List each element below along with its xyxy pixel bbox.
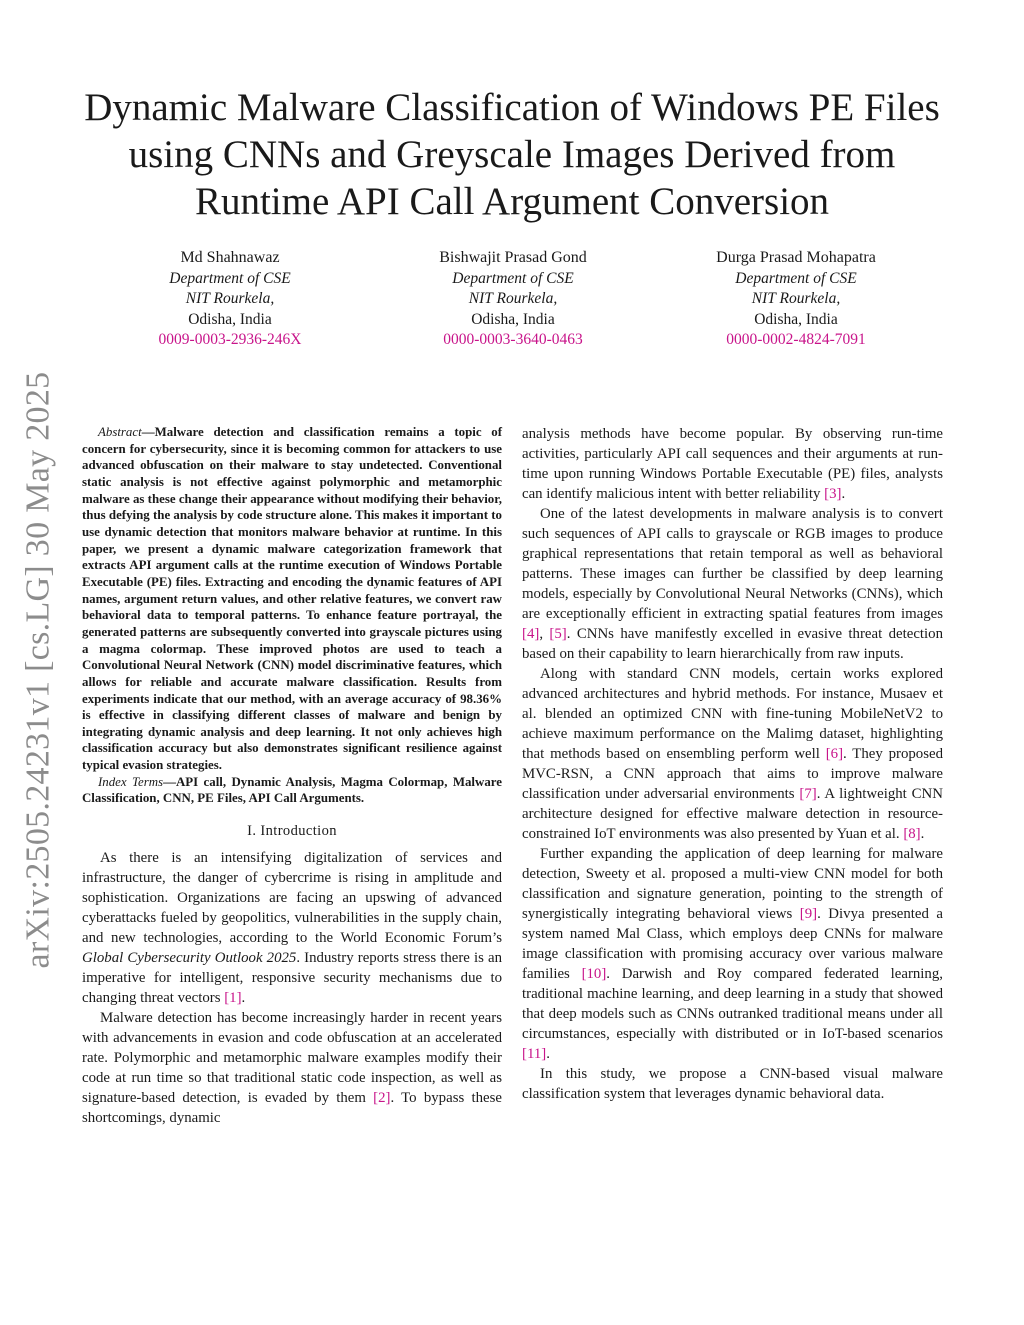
paragraph-text: . (841, 486, 846, 502)
author-location: Odisha, India (188, 310, 272, 328)
author-institution: NIT Rourkela, (185, 290, 275, 307)
index-terms (82, 774, 502, 807)
report-title-italic: Global Cybersecurity Outlook 2025 (82, 950, 297, 967)
citation-link[interactable]: [1] (224, 990, 242, 1007)
citation-link[interactable]: [8] (903, 826, 921, 842)
author-name: Md Shahnawaz (180, 249, 280, 266)
author-location: Odisha, India (471, 310, 555, 328)
abstract-label: Abstract (98, 425, 142, 439)
author-1 (100, 248, 360, 351)
paragraph-text: . (546, 1046, 550, 1062)
citation-link[interactable]: [11] (522, 1046, 547, 1062)
author-3 (666, 248, 926, 351)
index-terms-label: Index Terms (98, 774, 164, 789)
citation-link[interactable]: [3] (824, 486, 842, 502)
paragraph-text: . A lightweight CNN architecture designed for effective malware detection in resource-constrained IoT environments was also presented by Yuan et al. (522, 786, 943, 842)
citation-link[interactable]: [2] (373, 1090, 391, 1107)
author-orcid-link[interactable]: 0000-0002-4824-7091 (726, 331, 866, 348)
paragraph-text: Further expanding the application of deep learning for malware detection, Sweety et al. proposed a multi-view CNN model for both classification and signature generation, pointing to the strength of synergistically integrating behavioral views (522, 846, 943, 922)
left-column (82, 424, 502, 1128)
abstract (82, 424, 502, 774)
author-department: Department of CSE (735, 269, 857, 287)
paragraph-text: In this study, we propose a CNN-based visual malware classification system that leverages dynamic behavioral data. (522, 1066, 943, 1102)
paragraph-text: , (539, 626, 550, 642)
right-paragraph-2 (522, 504, 943, 664)
right-column (522, 424, 943, 1104)
citation-link[interactable]: [5] (549, 626, 567, 642)
citation-link[interactable]: [9] (799, 906, 818, 922)
author-orcid-link[interactable]: 0009-0003-2936-246X (158, 331, 302, 348)
paragraph-text: Along with standard CNN models, certain works explored advanced architectures and hybrid methods. For instance, Musaev et al. blended an optimized CNN with fine-tuning MobileNetV2 to achieve maximum performance on the Malimg dataset, highlighting that methods based on ensembling perform well (522, 666, 943, 762)
right-paragraph-5 (522, 1064, 943, 1104)
paragraph-text: . (920, 826, 925, 842)
author-2 (383, 248, 643, 351)
arxiv-id-text: arXiv:2505.24231v1 [cs.LG] 30 May 2025 (19, 371, 56, 969)
author-institution: NIT Rourkela, (468, 290, 558, 307)
paragraph-text: . Industry reports stress there is an imperative for intelligent, responsive security mechanisms due to changing threat vectors (82, 950, 503, 1007)
section-heading-introduction: I. Introduction (247, 823, 337, 840)
citation-link[interactable]: [4] (522, 626, 540, 642)
intro-paragraph-2 (82, 1008, 502, 1128)
abstract-text: —Malware detection and classification remains a topic of concern for cybersecurity, since it is becoming common for attackers to use advanced obfuscation on their malware to stay undetected. Conventional static analysis is not effective against polymorphic and metamorphic malware as these change their appearance without modifying their behavior, thus defying the analysis by code structure alone. This makes it important to use dynamic detection that monitors malware behavior at runtime. In this paper, we present a dynamic malware categorization framework that extracts API argument calls at the runtime execution of Windows Portable Executable (PE) files. Extracting and encoding the dynamic features of API names, argument return values, and other relative features, we convert raw behavioral data to temporal patterns. To enhance feature portrayal, the generated patterns are subsequently converted into grayscale pictures using a magma colormap. These improved photos are used to teach a Convolutional Neural Network (CNN) model discriminative features, which allows for reliable and accurate malware classification. Results from experiments indicate that our method, with an average accuracy of 98.36% is effective in classifying different classes of malware and benign by integrating dynamic analysis and deep learning. It not only achieves high classification accuracy but also demonstrates significant resilience against typical evasion strategies. (82, 425, 502, 773)
author-block (100, 248, 926, 351)
paragraph-text: . To bypass these shortcomings, dynamic (82, 1090, 502, 1127)
paragraph-text: . (241, 990, 246, 1007)
right-paragraph-4 (522, 844, 943, 1064)
paragraph-text: . CNNs have manifestly excelled in evasive threat detection based on their capability to learn hierarchically from raw inputs. (522, 626, 944, 662)
author-name: Bishwajit Prasad Gond (439, 249, 587, 266)
right-paragraph-1 (522, 424, 943, 504)
right-paragraph-3 (522, 664, 943, 844)
index-terms-text: —API call, Dynamic Analysis, Magma Colormap, Malware Classification, CNN, PE Files, API Call Arguments. (82, 774, 502, 806)
paragraph-text: . Darwish and Roy compared federated learning, traditional machine learning, and deep learning in a study that showed that deep models such as CNNs outranked traditional means under all circumstances, especially with distributed or in IoT-based scenarios (522, 966, 943, 1042)
author-institution: NIT Rourkela, (751, 290, 841, 307)
paragraph-text: One of the latest developments in malware analysis is to convert such sequences of API calls to grayscale or RGB images to produce graphical representations that retain temporal as well as behavioral patterns. These images can further be classified by deep learning models, especially by Convolutional Neural Networks (CNNs), which are exceptionally efficient in extracting spatial features from images (522, 506, 943, 622)
citation-link[interactable]: [7] (799, 786, 817, 802)
paragraph-text: . Divya presented a system named Mal Class, which employs deep CNNs for malware image classification with promising accuracy over various malware families (522, 906, 943, 982)
intro-paragraph-1 (82, 848, 502, 1008)
author-location: Odisha, India (754, 310, 838, 328)
paragraph-text: Malware detection has become increasingly harder in recent years with advancements in evasion and code obfuscation at an accelerated rate. Polymorphic and metamorphic malware examples modify their code at run time so that traditional static code inspection, as well as signature-based detection, is evaded by them (82, 1010, 502, 1107)
paper-title: Dynamic Malware Classification of Windows PE Files using CNNs and Greyscale Images Derived from Runtime API Call Argument Conversion (84, 86, 940, 223)
citation-link[interactable]: [10] (581, 966, 607, 982)
arxiv-identifier-stamp (8, 370, 68, 970)
author-department: Department of CSE (169, 269, 291, 287)
paragraph-text: As there is an intensifying digitalization of services and infrastructure, the danger of cybercrime is rising in amplitude and sophistication. Organizations are facing an upswing of advanced cyberattacks fueled by geopolitics, vulnerabilities in the supply chain, and new technologies, according to the World Economic Forum’s (82, 850, 502, 947)
author-name: Durga Prasad Mohapatra (716, 249, 876, 266)
citation-link[interactable]: [6] (825, 746, 844, 762)
paragraph-text: . They proposed MVC-RSN, a CNN approach that aims to improve malware classification under adversarial environments (522, 746, 944, 802)
author-orcid-link[interactable]: 0000-0003-3640-0463 (443, 331, 583, 348)
paragraph-text: analysis methods have become popular. By observing run-time activities, particularly API call sequences and their arguments at run-time upon running Windows Portable Executable (PE) files, analysts can identify malicious intent with better reliability (522, 426, 943, 502)
author-department: Department of CSE (452, 269, 574, 287)
